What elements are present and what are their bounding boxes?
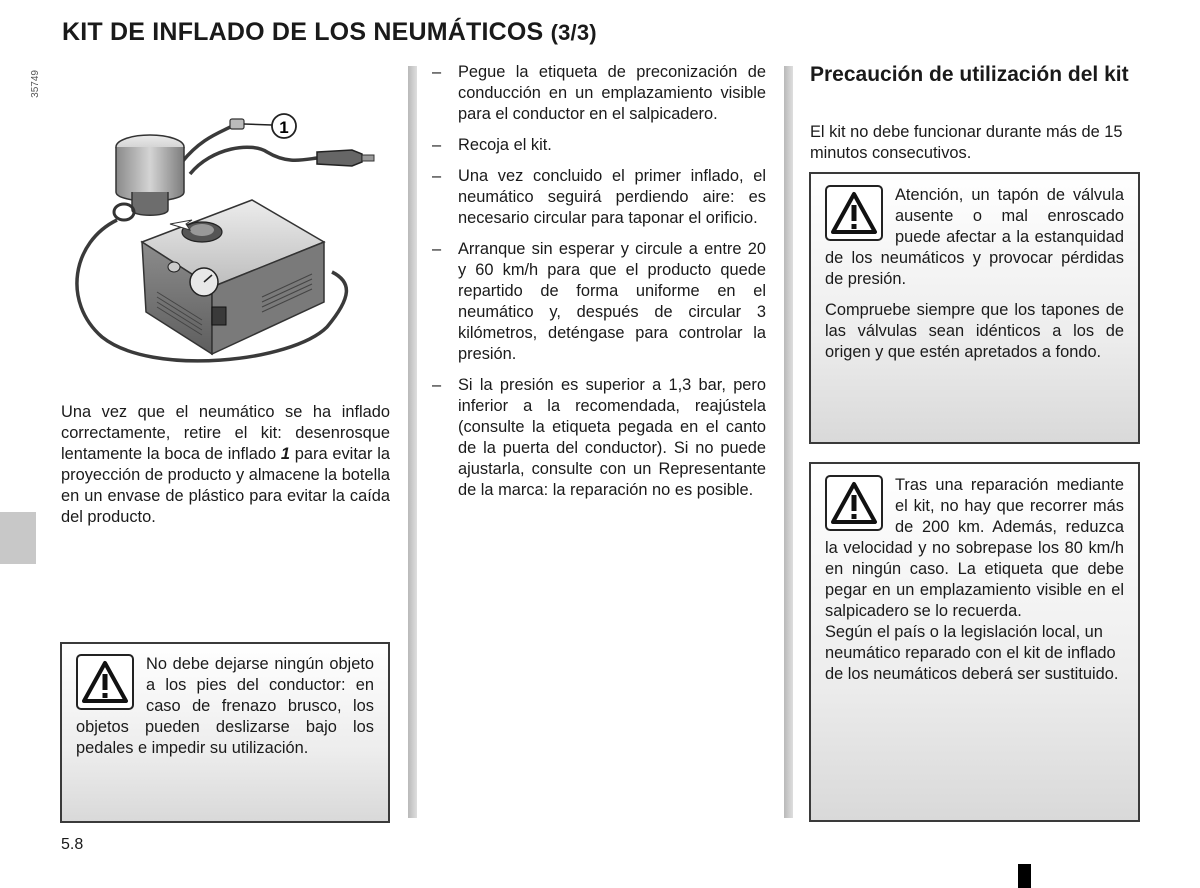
list-item <box>432 166 766 229</box>
list-dash: – <box>432 376 442 394</box>
figure-code: 35749 <box>30 70 41 98</box>
list-dash: – <box>432 240 442 258</box>
inflation-mouth-ref: 1 <box>280 445 290 463</box>
callout-1-label: 1 <box>279 118 289 137</box>
warning-repair-text-2: Según el país o la legislación local, un neumático reparado con el kit de inflado de los neumáticos deberá ser sustituido. <box>825 623 1119 683</box>
list-item <box>432 135 766 156</box>
section-thumb-tab <box>0 512 36 564</box>
list-dash: – <box>432 136 442 154</box>
list-item <box>432 375 766 501</box>
warning-pedals-text: No debe dejarse ningún objeto a los pies del conductor: en caso de frenazo brusco, los objetos pueden deslizarse bajo los pedales e impedir su utilización. <box>76 655 374 757</box>
list-item-text: Recoja el kit. <box>458 136 552 154</box>
warning-valve-text-2: Compruebe siempre que los tapones de las válvulas sean idénticos a los de origen y que estén apretados a fondo. <box>825 301 1124 361</box>
usage-precaution-heading: Precaución de utilización del kit <box>810 63 1129 86</box>
page-number: 5.8 <box>61 836 84 853</box>
list-item <box>432 62 766 125</box>
warning-valve-text-1: Atención, un tapón de válvula ausente o mal enroscado puede afectar a la estanquidad de los neumáticos y provocar pérdidas de presión. <box>825 186 1124 288</box>
page-edge-marker <box>1018 864 1031 888</box>
list-item <box>432 239 766 365</box>
warning-box-pedals <box>60 642 390 823</box>
tire-inflation-kit-illustration <box>62 92 392 392</box>
page-title-part: (3/3) <box>550 20 597 45</box>
column-divider <box>784 66 793 818</box>
removal-text-part1: Una vez que el neumático se ha inflado correctamente, retire el kit: desenrosque lentamente la boca de inflado <box>61 403 390 463</box>
page-title-text: KIT DE INFLADO DE LOS NEUMÁTICOS <box>62 18 544 46</box>
usage-precaution-intro: El kit no debe funcionar durante más de 15 minutos consecutivos. <box>810 123 1123 162</box>
warning-box-valve-cap <box>809 172 1140 444</box>
column-divider <box>408 66 417 818</box>
list-item-text: Si la presión es superior a 1,3 bar, pero inferior a la recomendada, reajústela (consulte la etiqueta pegada en el canto de la puerta del conductor). Si no puede ajustarla, consulte con un Representante de la marca: la reparación no es posible. <box>458 376 766 499</box>
warning-repair-text-1: Tras una reparación mediante el kit, no hay que recorrer más de 200 km. Además, reduzca la velocidad y no sobrepase los 80 km/h en ningún caso. La etiqueta que debe pegar en un emplazamiento visible en el salpicadero se lo recuerda. <box>825 476 1124 620</box>
list-item-text: Arranque sin esperar y circule a entre 20 y 60 km/h para que el producto quede repartido de forma uniforme en el neumático y, después de circular 3 kilómetros, deténgase para controlar la presión. <box>458 240 766 363</box>
removal-text-part2: para evitar la proyección de producto y almacene la botella en un envase de plástico para evitar la caída del producto. <box>61 445 390 526</box>
list-dash: – <box>432 63 442 81</box>
warning-triangle-icon <box>825 475 883 531</box>
warning-triangle-icon <box>76 654 134 710</box>
list-dash: – <box>432 167 442 185</box>
procedure-list <box>432 62 766 511</box>
removal-instructions <box>61 402 390 528</box>
warning-box-after-repair <box>809 462 1140 822</box>
page-title <box>62 18 597 47</box>
warning-triangle-icon <box>825 185 883 241</box>
list-item-text: Pegue la etiqueta de preconización de conducción en un emplazamiento visible para el conductor en el salpicadero. <box>458 63 766 123</box>
list-item-text: Una vez concluido el primer inflado, el neumático seguirá perdiendo aire: es necesario circular para taponar el orificio. <box>458 167 766 227</box>
